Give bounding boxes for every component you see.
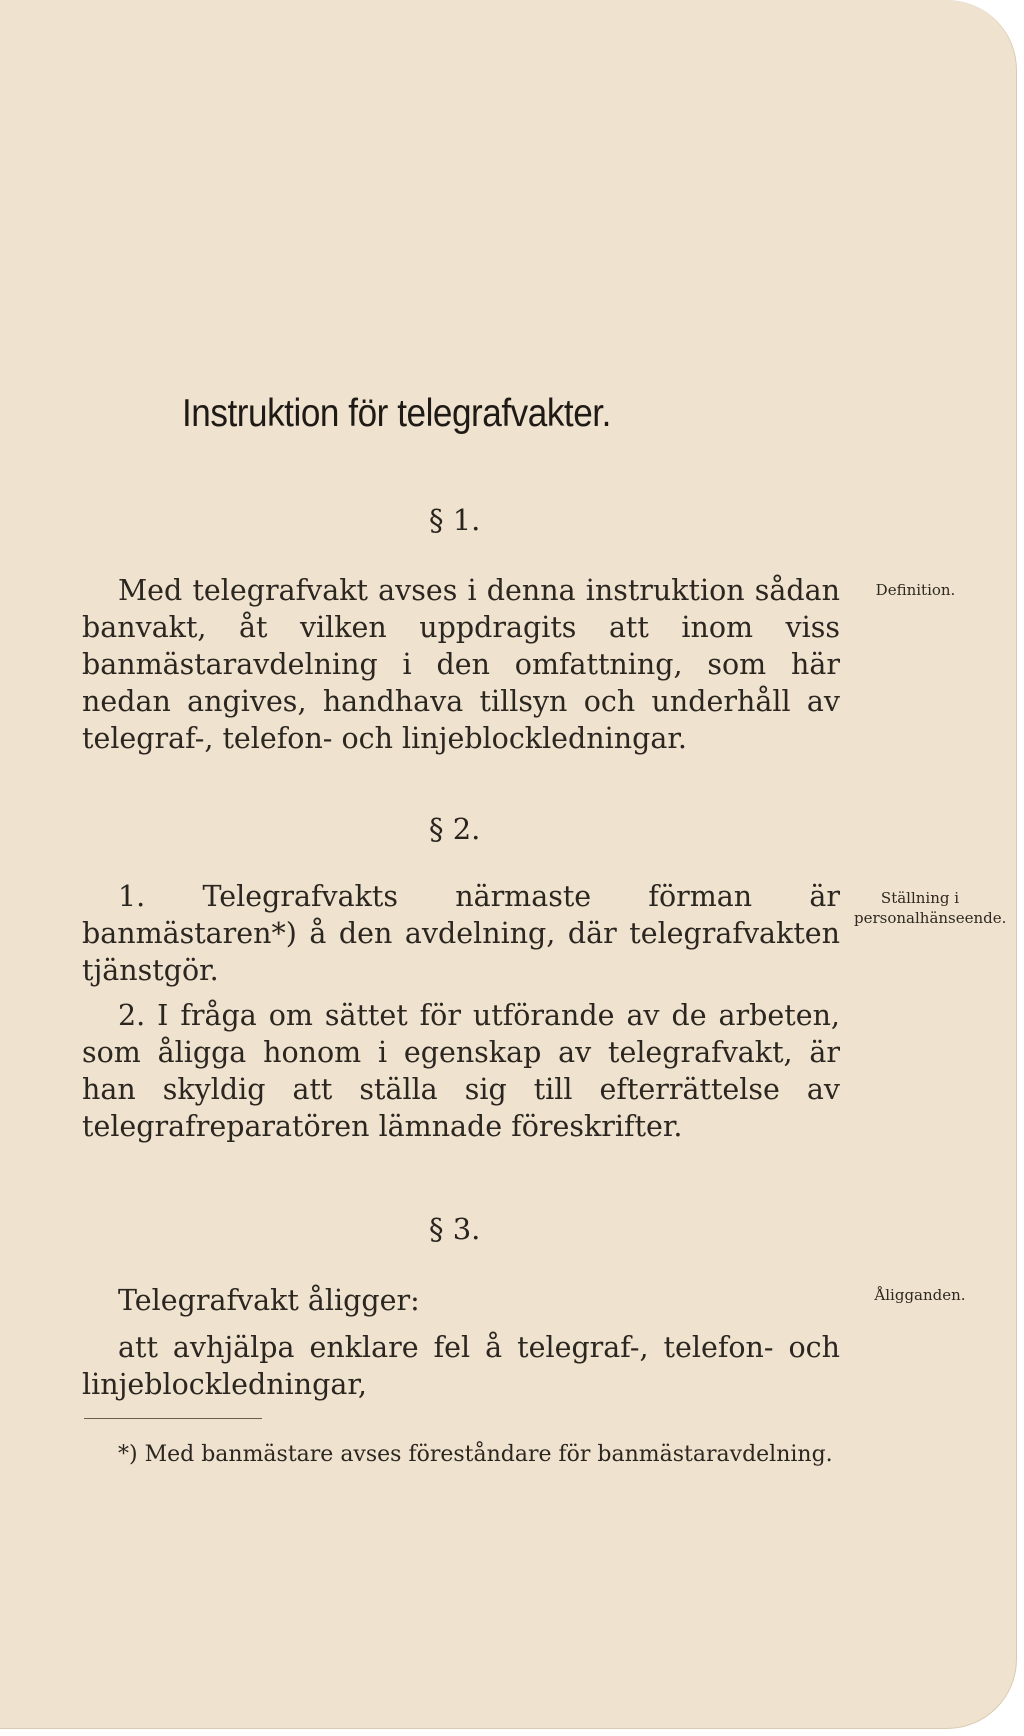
footnote: *) Med banmästare avses föreståndare för banmästaravdelning. bbox=[118, 1442, 833, 1467]
section-2-paragraph-1: 1. Telegrafvakts närmaste förman är banmästaren*) å den avdelning, där telegrafvakten tjänstgör. bbox=[82, 880, 840, 987]
section-3-heading: § 3. bbox=[429, 1212, 481, 1246]
margin-note-aaligganden: Åligganden. bbox=[874, 1286, 966, 1304]
document-title: Instruktion för telegrafvakter. bbox=[182, 392, 611, 435]
section-1-heading: § 1. bbox=[429, 503, 481, 537]
footnote-divider bbox=[84, 1418, 262, 1419]
section-2-heading: § 2. bbox=[429, 812, 481, 846]
margin-note-definition: Definition. bbox=[875, 581, 956, 599]
section-3-paragraph-1: Telegrafvakt åligger: bbox=[118, 1284, 420, 1317]
margin-note-staellning: Ställning i personalhänseende. bbox=[854, 889, 1007, 927]
section-3-paragraph-2: att avhjälpa enklare fel å telegraf-, telefon- och linjeblockledningar, bbox=[82, 1331, 840, 1401]
section-2-paragraph-2: 2. I fråga om sättet för utförande av de arbeten, som åligga honom i egenskap av telegrafvakt, är han skyldig att ställa sig till efterrättelse av telegrafreparatören lämnade föreskrifter. bbox=[82, 999, 840, 1143]
section-1-paragraph: Med telegrafvakt avses i denna instruktion sådan banvakt, åt vilken uppdragits att inom viss banmästaravdelning i den omfattning, som här nedan angives, handhava tillsyn och underhåll av telegraf-, telefon- och linjeblockledningar. bbox=[82, 574, 840, 755]
